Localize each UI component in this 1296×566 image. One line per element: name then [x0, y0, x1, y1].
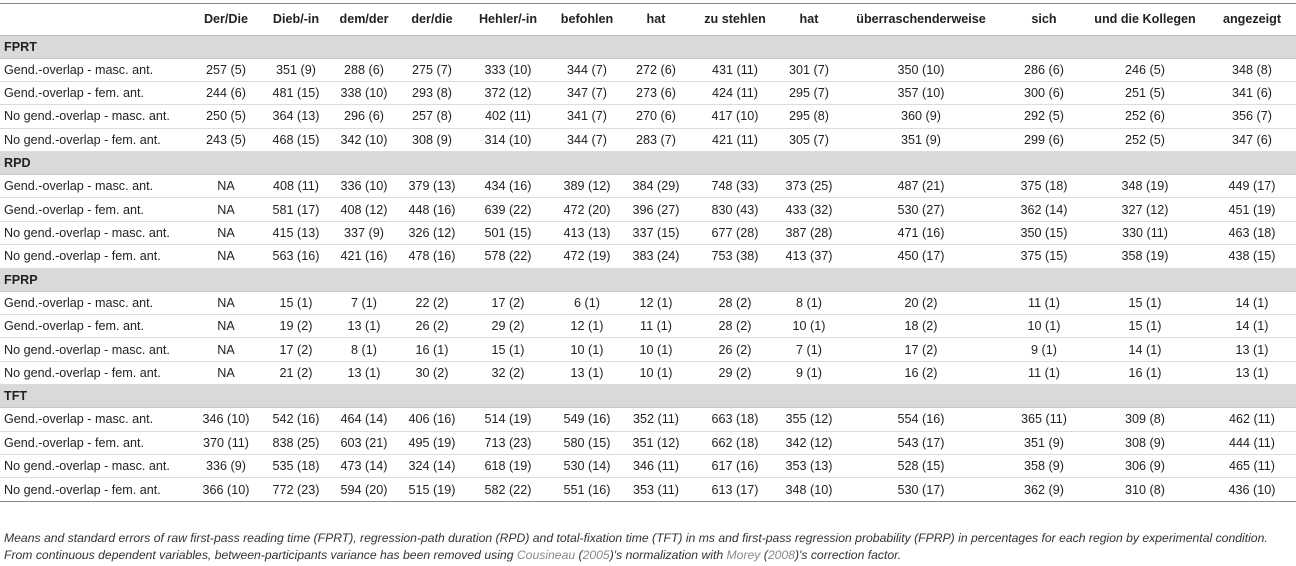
table-cell: 487 (21): [836, 175, 1006, 198]
row-label: Gend.-overlap - masc. ant.: [0, 175, 190, 198]
row-label: Gend.-overlap - masc. ant.: [0, 58, 190, 81]
row-label: Gend.-overlap - fem. ant.: [0, 431, 190, 454]
column-header: angezeigt: [1208, 4, 1296, 35]
table-cell: 375 (15): [1006, 245, 1082, 268]
row-label: No gend.-overlap - masc. ant.: [0, 221, 190, 244]
section-title: FPRT: [0, 35, 1296, 58]
table-cell: 434 (16): [466, 175, 550, 198]
reference-link-morey[interactable]: Morey: [726, 548, 761, 562]
table-cell: 336 (9): [190, 454, 262, 477]
table-cell: 296 (6): [330, 105, 398, 128]
table-cell: 450 (17): [836, 245, 1006, 268]
section-title: RPD: [0, 152, 1296, 175]
table-cell: 28 (2): [688, 315, 782, 338]
table-cell: 275 (7): [398, 58, 466, 81]
table-cell: 309 (8): [1082, 408, 1208, 431]
table-row: [0, 454, 1296, 477]
table-cell: 13 (1): [550, 361, 624, 384]
table-cell: 464 (14): [330, 408, 398, 431]
column-header: zu stehlen: [688, 4, 782, 35]
table-cell: 358 (9): [1006, 454, 1082, 477]
table-cell: 7 (1): [782, 338, 836, 361]
reference-link-cousineau[interactable]: Cousineau: [516, 548, 576, 562]
table-cell: 306 (9): [1082, 454, 1208, 477]
table-cell: 413 (13): [550, 221, 624, 244]
table-cell: 617 (16): [688, 454, 782, 477]
table-cell: 293 (8): [398, 81, 466, 104]
caption-line-1: Means and standard errors of raw first-pass reading time (FPRT), regression-path duration (RPD) and total-fixation time (TFT) in ms and first-pass regression probability (FPRP) in percentages for each region by experimental condition.: [4, 531, 1268, 545]
table-cell: 408 (11): [262, 175, 330, 198]
table-cell: 433 (32): [782, 198, 836, 221]
table-row: [0, 408, 1296, 431]
table-cell: 542 (16): [262, 408, 330, 431]
table-cell: 362 (14): [1006, 198, 1082, 221]
table-cell: 11 (1): [624, 315, 688, 338]
table-cell: 18 (2): [836, 315, 1006, 338]
table-cell: 330 (11): [1082, 221, 1208, 244]
table-cell: 10 (1): [782, 315, 836, 338]
table-cell: 252 (6): [1082, 105, 1208, 128]
table-cell: 580 (15): [550, 431, 624, 454]
table-cell: 352 (11): [624, 408, 688, 431]
table-cell: 530 (27): [836, 198, 1006, 221]
table-row: [0, 315, 1296, 338]
table-cell: 424 (11): [688, 81, 782, 104]
table-cell: 272 (6): [624, 58, 688, 81]
table-cell: 594 (20): [330, 478, 398, 501]
table-cell: 356 (7): [1208, 105, 1296, 128]
table-cell: 421 (16): [330, 245, 398, 268]
table-cell: 295 (8): [782, 105, 836, 128]
table-cell: 9 (1): [782, 361, 836, 384]
section-header-row: [0, 35, 1296, 58]
table-cell: 333 (10): [466, 58, 550, 81]
table-cell: 6 (1): [550, 291, 624, 314]
table-cell: 13 (1): [330, 315, 398, 338]
table-cell: 438 (15): [1208, 245, 1296, 268]
table-cell: 351 (9): [836, 128, 1006, 151]
section-header-row: [0, 268, 1296, 291]
table-cell: 748 (33): [688, 175, 782, 198]
row-label: No gend.-overlap - masc. ant.: [0, 454, 190, 477]
table-cell: 347 (6): [1208, 128, 1296, 151]
table-caption: [4, 530, 1294, 564]
header-corner: [0, 4, 190, 35]
table-cell: 337 (15): [624, 221, 688, 244]
table-cell: 10 (1): [624, 338, 688, 361]
row-label: No gend.-overlap - masc. ant.: [0, 105, 190, 128]
table-cell: 21 (2): [262, 361, 330, 384]
table-row: [0, 105, 1296, 128]
table-cell: 677 (28): [688, 221, 782, 244]
reference-link-cousineau-year[interactable]: 2005: [582, 548, 610, 562]
table-row: [0, 198, 1296, 221]
table-cell: 9 (1): [1006, 338, 1082, 361]
column-header: hat: [624, 4, 688, 35]
table-row: [0, 58, 1296, 81]
table-cell: 283 (7): [624, 128, 688, 151]
table-cell: 351 (9): [262, 58, 330, 81]
table-header: [0, 4, 1296, 35]
table-cell: 396 (27): [624, 198, 688, 221]
table-cell: 17 (2): [836, 338, 1006, 361]
table-cell: 14 (1): [1208, 315, 1296, 338]
table-row: [0, 221, 1296, 244]
table-row: [0, 361, 1296, 384]
table-cell: 431 (11): [688, 58, 782, 81]
table-cell: 581 (17): [262, 198, 330, 221]
table-row: [0, 431, 1296, 454]
caption-line-2-post: 's correction factor.: [799, 548, 902, 562]
table-cell: 29 (2): [688, 361, 782, 384]
table-cell: 292 (5): [1006, 105, 1082, 128]
table-cell: 347 (7): [550, 81, 624, 104]
table-cell: 8 (1): [782, 291, 836, 314]
table-cell: 305 (7): [782, 128, 836, 151]
table-cell: 549 (16): [550, 408, 624, 431]
table-cell: 451 (19): [1208, 198, 1296, 221]
table-cell: 11 (1): [1006, 291, 1082, 314]
table-cell: 348 (19): [1082, 175, 1208, 198]
row-label: No gend.-overlap - fem. ant.: [0, 245, 190, 268]
table-cell: 543 (17): [836, 431, 1006, 454]
column-header: der/die: [398, 4, 466, 35]
results-table: [0, 4, 1296, 502]
table-cell: 15 (1): [1082, 291, 1208, 314]
table-cell: 324 (14): [398, 454, 466, 477]
table-cell: 618 (19): [466, 454, 550, 477]
table-cell: 472 (19): [550, 245, 624, 268]
table-cell: 250 (5): [190, 105, 262, 128]
table-row: [0, 291, 1296, 314]
table-cell: 415 (13): [262, 221, 330, 244]
column-header: überraschenderweise: [836, 4, 1006, 35]
table-cell: 341 (7): [550, 105, 624, 128]
table-cell: 15 (1): [466, 338, 550, 361]
table-cell: 365 (11): [1006, 408, 1082, 431]
caption-line-2: From continuous dependent variables, between-participants variance has been removed using Cousineau (2005)'s normalization with Morey (2008)'s correction factor.: [4, 548, 902, 562]
table-cell: 348 (10): [782, 478, 836, 501]
table-cell: 406 (16): [398, 408, 466, 431]
table-cell: 243 (5): [190, 128, 262, 151]
table-cell: 663 (18): [688, 408, 782, 431]
table-cell: 662 (18): [688, 431, 782, 454]
table-cell: 16 (1): [398, 338, 466, 361]
table-cell: 327 (12): [1082, 198, 1208, 221]
table-cell: 417 (10): [688, 105, 782, 128]
table-cell: 299 (6): [1006, 128, 1082, 151]
table-cell: 16 (1): [1082, 361, 1208, 384]
table-cell: NA: [190, 175, 262, 198]
section-title: FPRP: [0, 268, 1296, 291]
table-cell: 26 (2): [688, 338, 782, 361]
table-cell: 12 (1): [624, 291, 688, 314]
table-cell: 375 (18): [1006, 175, 1082, 198]
table-cell: 351 (9): [1006, 431, 1082, 454]
table-cell: 473 (14): [330, 454, 398, 477]
table-cell: 578 (22): [466, 245, 550, 268]
table-row: [0, 175, 1296, 198]
table-cell: 528 (15): [836, 454, 1006, 477]
table-cell: 463 (18): [1208, 221, 1296, 244]
section-title: TFT: [0, 385, 1296, 408]
column-header: Hehler/-in: [466, 4, 550, 35]
row-label: No gend.-overlap - fem. ant.: [0, 361, 190, 384]
table-cell: 358 (19): [1082, 245, 1208, 268]
table-cell: 753 (38): [688, 245, 782, 268]
table-cell: 372 (12): [466, 81, 550, 104]
table-cell: 366 (10): [190, 478, 262, 501]
table-cell: 501 (15): [466, 221, 550, 244]
table-cell: 436 (10): [1208, 478, 1296, 501]
table-cell: 472 (20): [550, 198, 624, 221]
table-cell: 444 (11): [1208, 431, 1296, 454]
table-cell: 8 (1): [330, 338, 398, 361]
table-cell: 13 (1): [1208, 338, 1296, 361]
header-row: [0, 4, 1296, 35]
table-row: [0, 245, 1296, 268]
table-cell: 308 (9): [1082, 431, 1208, 454]
table-cell: 344 (7): [550, 128, 624, 151]
table-cell: 495 (19): [398, 431, 466, 454]
table-cell: 273 (6): [624, 81, 688, 104]
table-cell: 351 (12): [624, 431, 688, 454]
table-cell: 251 (5): [1082, 81, 1208, 104]
table-cell: 582 (22): [466, 478, 550, 501]
row-label: No gend.-overlap - fem. ant.: [0, 128, 190, 151]
table-cell: 310 (8): [1082, 478, 1208, 501]
table-cell: 468 (15): [262, 128, 330, 151]
table-cell: 563 (16): [262, 245, 330, 268]
table-cell: NA: [190, 221, 262, 244]
row-label: Gend.-overlap - masc. ant.: [0, 291, 190, 314]
table-cell: 462 (11): [1208, 408, 1296, 431]
table-cell: 471 (16): [836, 221, 1006, 244]
table-cell: 295 (7): [782, 81, 836, 104]
table-cell: 10 (1): [1006, 315, 1082, 338]
table-row: [0, 338, 1296, 361]
table-cell: 244 (6): [190, 81, 262, 104]
table-cell: 387 (28): [782, 221, 836, 244]
table-cell: 16 (2): [836, 361, 1006, 384]
row-label: Gend.-overlap - fem. ant.: [0, 198, 190, 221]
table-cell: 613 (17): [688, 478, 782, 501]
table-cell: 350 (15): [1006, 221, 1082, 244]
row-label: No gend.-overlap - fem. ant.: [0, 478, 190, 501]
table-cell: 15 (1): [262, 291, 330, 314]
table-cell: 413 (37): [782, 245, 836, 268]
table-cell: 13 (1): [330, 361, 398, 384]
table-cell: 370 (11): [190, 431, 262, 454]
table-cell: 348 (8): [1208, 58, 1296, 81]
column-header: Dieb/-in: [262, 4, 330, 35]
table-cell: 7 (1): [330, 291, 398, 314]
section-header-row: [0, 152, 1296, 175]
table-cell: NA: [190, 361, 262, 384]
row-label: Gend.-overlap - masc. ant.: [0, 408, 190, 431]
table-cell: 14 (1): [1208, 291, 1296, 314]
table-cell: 22 (2): [398, 291, 466, 314]
table-cell: 346 (11): [624, 454, 688, 477]
caption-line-2-pre: From continuous dependent variables, between-participants variance has been removed using: [4, 548, 517, 562]
table-cell: 336 (10): [330, 175, 398, 198]
table-cell: 530 (14): [550, 454, 624, 477]
row-label: Gend.-overlap - fem. ant.: [0, 81, 190, 104]
row-label: No gend.-overlap - masc. ant.: [0, 338, 190, 361]
column-header: befohlen: [550, 4, 624, 35]
table-cell: 713 (23): [466, 431, 550, 454]
table-cell: 554 (16): [836, 408, 1006, 431]
table-cell: 357 (10): [836, 81, 1006, 104]
table-cell: 301 (7): [782, 58, 836, 81]
row-label: Gend.-overlap - fem. ant.: [0, 315, 190, 338]
table-cell: 421 (11): [688, 128, 782, 151]
table-cell: 300 (6): [1006, 81, 1082, 104]
table-cell: 252 (5): [1082, 128, 1208, 151]
table-cell: 30 (2): [398, 361, 466, 384]
table-row: [0, 128, 1296, 151]
table-cell: 389 (12): [550, 175, 624, 198]
table-cell: 355 (12): [782, 408, 836, 431]
table-cell: NA: [190, 245, 262, 268]
table-cell: 353 (11): [624, 478, 688, 501]
table-cell: 346 (10): [190, 408, 262, 431]
table-cell: 341 (6): [1208, 81, 1296, 104]
table-cell: 448 (16): [398, 198, 466, 221]
table-cell: 530 (17): [836, 478, 1006, 501]
table-cell: 350 (10): [836, 58, 1006, 81]
table-cell: 373 (25): [782, 175, 836, 198]
table-cell: 11 (1): [1006, 361, 1082, 384]
table-cell: 13 (1): [1208, 361, 1296, 384]
column-header: hat: [782, 4, 836, 35]
table-cell: 353 (13): [782, 454, 836, 477]
table-cell: 12 (1): [550, 315, 624, 338]
table-cell: 326 (12): [398, 221, 466, 244]
table-cell: 314 (10): [466, 128, 550, 151]
table-cell: 838 (25): [262, 431, 330, 454]
table-cell: 257 (8): [398, 105, 466, 128]
table-cell: 535 (18): [262, 454, 330, 477]
table-cell: 383 (24): [624, 245, 688, 268]
table-cell: 603 (21): [330, 431, 398, 454]
table-cell: 342 (10): [330, 128, 398, 151]
table-cell: 26 (2): [398, 315, 466, 338]
reference-link-morey-year[interactable]: 2008: [767, 548, 795, 562]
table-cell: 830 (43): [688, 198, 782, 221]
table-cell: NA: [190, 291, 262, 314]
table-row: [0, 81, 1296, 104]
table-cell: NA: [190, 198, 262, 221]
table-cell: 449 (17): [1208, 175, 1296, 198]
table-cell: 257 (5): [190, 58, 262, 81]
table-cell: NA: [190, 315, 262, 338]
table-cell: 465 (11): [1208, 454, 1296, 477]
section-header-row: [0, 385, 1296, 408]
table-cell: 360 (9): [836, 105, 1006, 128]
caption-line-2-mid: 's normalization with: [613, 548, 727, 562]
table-cell: 14 (1): [1082, 338, 1208, 361]
table-cell: 481 (15): [262, 81, 330, 104]
table-cell: 10 (1): [624, 361, 688, 384]
table-cell: 344 (7): [550, 58, 624, 81]
table-cell: 639 (22): [466, 198, 550, 221]
table-cell: 515 (19): [398, 478, 466, 501]
table-cell: 338 (10): [330, 81, 398, 104]
table-cell: 478 (16): [398, 245, 466, 268]
table-cell: 15 (1): [1082, 315, 1208, 338]
table-cell: 362 (9): [1006, 478, 1082, 501]
table-cell: 308 (9): [398, 128, 466, 151]
table-cell: 17 (2): [466, 291, 550, 314]
table-cell: 402 (11): [466, 105, 550, 128]
table-cell: 29 (2): [466, 315, 550, 338]
table-row: [0, 478, 1296, 501]
table-cell: 342 (12): [782, 431, 836, 454]
table-cell: 772 (23): [262, 478, 330, 501]
table-cell: 379 (13): [398, 175, 466, 198]
table-body: [0, 35, 1296, 501]
column-header: sich: [1006, 4, 1082, 35]
table-cell: 19 (2): [262, 315, 330, 338]
table-cell: 32 (2): [466, 361, 550, 384]
table-cell: 514 (19): [466, 408, 550, 431]
table-cell: 246 (5): [1082, 58, 1208, 81]
table-cell: 286 (6): [1006, 58, 1082, 81]
table-cell: 408 (12): [330, 198, 398, 221]
table-cell: 10 (1): [550, 338, 624, 361]
table-cell: 270 (6): [624, 105, 688, 128]
table-cell: 288 (6): [330, 58, 398, 81]
column-header: Der/Die: [190, 4, 262, 35]
column-header: und die Kollegen: [1082, 4, 1208, 35]
table-cell: 337 (9): [330, 221, 398, 244]
table-cell: 20 (2): [836, 291, 1006, 314]
table-cell: NA: [190, 338, 262, 361]
table-cell: 17 (2): [262, 338, 330, 361]
table-cell: 28 (2): [688, 291, 782, 314]
table-cell: 364 (13): [262, 105, 330, 128]
table-cell: 384 (29): [624, 175, 688, 198]
table-cell: 551 (16): [550, 478, 624, 501]
column-header: dem/der: [330, 4, 398, 35]
